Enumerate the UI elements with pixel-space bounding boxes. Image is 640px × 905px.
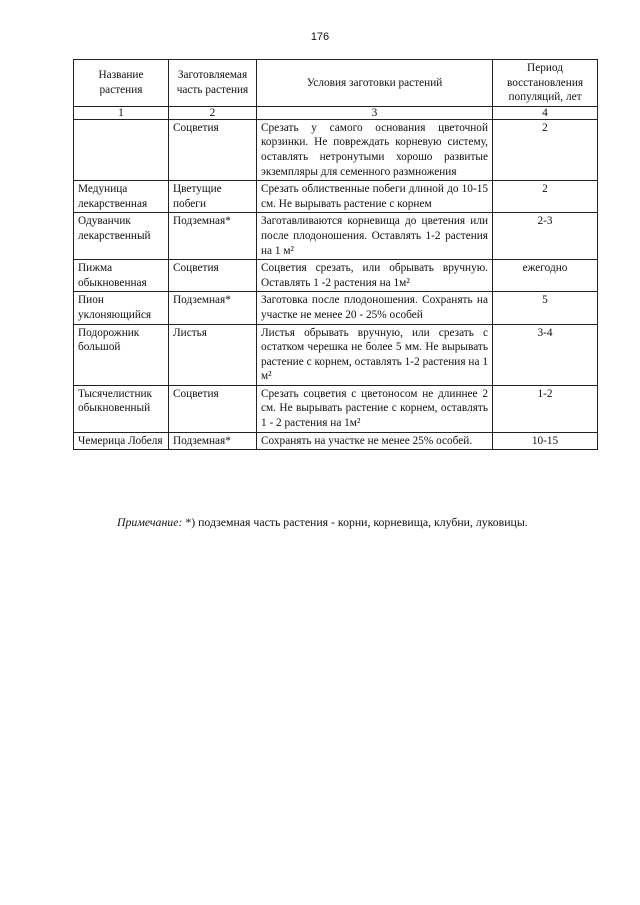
cell-recovery-period: 5 xyxy=(493,292,598,324)
cell-harvested-part: Соцветия xyxy=(169,119,257,180)
table-row xyxy=(74,213,598,260)
cell-plant-name: Тысячелистник обыкновенный xyxy=(74,385,169,432)
cell-harvesting-conditions: Заготавливаются корневища до цветения или после плодоношения. Оставлять 1-2 растения на 1 м² xyxy=(257,213,493,260)
table-row xyxy=(74,181,598,213)
plant-harvesting-table xyxy=(73,59,598,450)
footnote-text: *) подземная часть растения - корни, корневища, клубни, луковицы. xyxy=(182,515,528,529)
column-number-row xyxy=(74,106,598,119)
table-row xyxy=(74,385,598,432)
cell-plant-name: Чемерица Лобеля xyxy=(74,432,169,450)
cell-plant-name: Пион уклоняющийся xyxy=(74,292,169,324)
cell-harvesting-conditions: Заготовка после плодоношения. Сохранять на участке не менее 20 - 25% особей xyxy=(257,292,493,324)
cell-harvested-part: Соцветия xyxy=(169,260,257,292)
cell-harvesting-conditions: Срезать у самого основания цветочной корзинки. Не повреждать корневую систему, оставлять нетронутыми хорошо развитые экземпляры для семенного размножения xyxy=(257,119,493,180)
cell-recovery-period: ежегодно xyxy=(493,260,598,292)
cell-recovery-period: 1-2 xyxy=(493,385,598,432)
cell-recovery-period: 2 xyxy=(493,181,598,213)
footnote-label: Примечание: xyxy=(117,515,183,529)
cell-recovery-period: 10-15 xyxy=(493,432,598,450)
cell-harvested-part: Подземная* xyxy=(169,292,257,324)
cell-harvesting-conditions: Сохранять на участке не менее 25% особей. xyxy=(257,432,493,450)
table-row xyxy=(74,119,598,180)
header-harvesting-conditions: Условия заготовки растений xyxy=(257,60,493,107)
cell-harvested-part: Цветущие побеги xyxy=(169,181,257,213)
header-plant-name: Название растения xyxy=(74,60,169,107)
footnote xyxy=(117,515,597,530)
column-number: 1 xyxy=(74,106,169,119)
cell-harvested-part: Листья xyxy=(169,324,257,385)
cell-harvested-part: Подземная* xyxy=(169,213,257,260)
cell-harvested-part: Соцветия xyxy=(169,385,257,432)
cell-plant-name: Одуванчик лекарственный xyxy=(74,213,169,260)
cell-recovery-period: 2-3 xyxy=(493,213,598,260)
cell-plant-name xyxy=(74,119,169,180)
table-row xyxy=(74,432,598,450)
cell-plant-name: Пижма обыкновенная xyxy=(74,260,169,292)
page-number: 176 xyxy=(310,31,330,43)
header-harvested-part: Заготовляемая часть растения xyxy=(169,60,257,107)
cell-recovery-period: 2 xyxy=(493,119,598,180)
table-row xyxy=(74,260,598,292)
cell-recovery-period: 3-4 xyxy=(493,324,598,385)
table-row xyxy=(74,324,598,385)
column-number: 4 xyxy=(493,106,598,119)
cell-harvesting-conditions: Листья обрывать вручную, или срезать с остатком черешка не более 5 мм. Не вырывать растение с корнем, оставлять 1-2 растения на 1 м² xyxy=(257,324,493,385)
table-row xyxy=(74,292,598,324)
cell-harvesting-conditions: Соцветия срезать, или обрывать вручную. Оставлять 1 -2 растения на 1м² xyxy=(257,260,493,292)
cell-harvesting-conditions: Срезать соцветия с цветоносом не длиннее 2 см. Не вырывать растение с корнем, оставлять 1 - 2 растения на 1м² xyxy=(257,385,493,432)
table-body xyxy=(74,106,598,449)
column-number: 2 xyxy=(169,106,257,119)
cell-plant-name: Подорожник большой xyxy=(74,324,169,385)
cell-harvesting-conditions: Срезать облиственные побеги длиной до 10-15 см. Не вырывать растение с корнем xyxy=(257,181,493,213)
column-number: 3 xyxy=(257,106,493,119)
table-header-row xyxy=(74,60,598,107)
cell-plant-name: Медуница лекарственная xyxy=(74,181,169,213)
cell-harvested-part: Подземная* xyxy=(169,432,257,450)
header-recovery-period: Период восстановления популяций, лет xyxy=(493,60,598,107)
